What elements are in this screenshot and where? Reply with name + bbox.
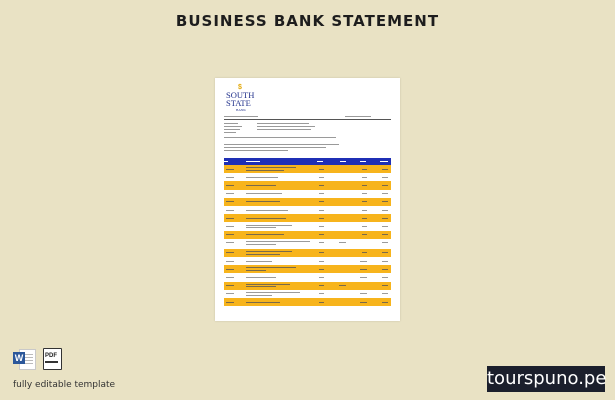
editable-caption: fully editable template xyxy=(13,380,116,390)
table-row xyxy=(224,265,391,273)
statement-document xyxy=(215,78,400,321)
table-row xyxy=(224,222,391,230)
header-rule xyxy=(224,119,391,120)
table-header xyxy=(224,158,391,165)
account-heading-placeholder xyxy=(224,116,258,117)
pdf-icon xyxy=(42,347,62,370)
table-row xyxy=(224,190,391,198)
table-row xyxy=(224,173,391,181)
table-row xyxy=(224,214,391,222)
page-title: BUSINESS BANK STATEMENT xyxy=(175,12,440,30)
word-icon xyxy=(13,347,34,370)
table-row xyxy=(224,198,391,206)
statement-date-placeholder xyxy=(345,116,371,117)
account-info-line xyxy=(257,126,315,127)
bank-logo xyxy=(226,84,266,114)
notice-line xyxy=(224,150,288,151)
table-row xyxy=(224,273,391,281)
address-line xyxy=(224,123,238,124)
account-info-line xyxy=(257,129,311,130)
table-row xyxy=(224,165,391,173)
address-line xyxy=(224,132,236,133)
table-row xyxy=(224,282,391,290)
table-row xyxy=(224,239,391,249)
account-info-line xyxy=(257,123,309,124)
dollar-coin-icon: $ xyxy=(238,84,242,91)
table-row xyxy=(224,181,391,189)
word-badge: W xyxy=(14,353,24,363)
notice-line xyxy=(224,147,326,148)
bank-name-line-3: BANK xyxy=(236,108,246,112)
bank-name-line-1: SOUTH xyxy=(226,90,255,100)
table-row xyxy=(224,298,391,306)
brand-watermark[interactable]: tourspuno.pe xyxy=(487,366,605,392)
table-row xyxy=(224,231,391,239)
pdf-label: PDF xyxy=(45,353,57,359)
notice-line xyxy=(224,137,336,138)
table-row xyxy=(224,290,391,298)
bank-name-line-2: STATE xyxy=(226,98,251,108)
notice-line xyxy=(224,144,339,145)
address-line xyxy=(224,129,240,130)
table-row xyxy=(224,257,391,265)
table-row xyxy=(224,206,391,214)
table-row xyxy=(224,249,391,257)
address-line xyxy=(224,126,242,127)
